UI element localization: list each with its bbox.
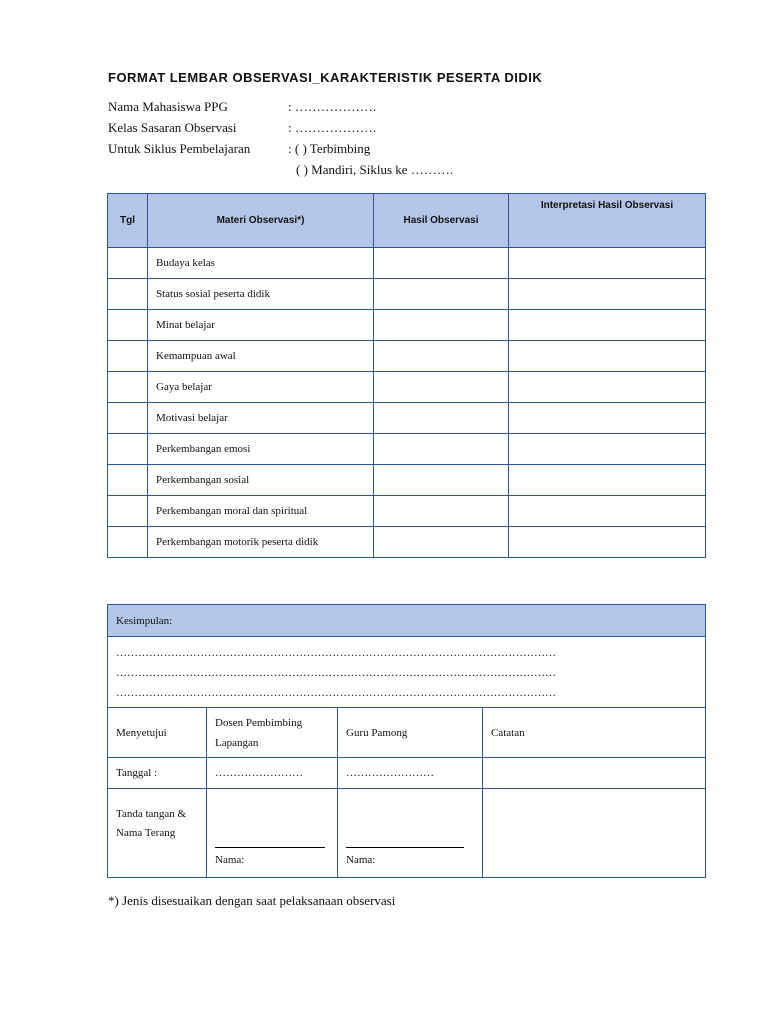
materi-cell: Minat belajar (148, 310, 374, 341)
table-row (108, 372, 706, 403)
cycle-option-independent: ( ) Mandiri, Siklus ke ………. (296, 162, 454, 177)
materi-cell: Status sosial peserta didik (148, 279, 374, 310)
hasil-cell[interactable] (374, 465, 509, 496)
hasil-cell[interactable] (374, 496, 509, 527)
tgl-cell[interactable] (108, 341, 148, 372)
header-tgl: Tgl (108, 194, 148, 248)
header-interpretasi: Interpretasi Hasil Observasi (509, 194, 706, 248)
guru-date-field[interactable]: …………………… (338, 758, 483, 789)
guru-signature-cell[interactable] (338, 789, 483, 878)
student-name-row (108, 99, 376, 115)
guru-name-label: Nama: (346, 847, 464, 866)
signature-label-cell (108, 789, 207, 878)
target-class-label: Kelas Sasaran Observasi (108, 120, 237, 135)
notes-field[interactable] (483, 789, 706, 878)
interpretasi-cell[interactable] (509, 496, 706, 527)
materi-cell: Perkembangan motorik peserta didik (148, 527, 374, 558)
conclusion-input-area[interactable] (108, 637, 706, 708)
interpretasi-cell[interactable] (509, 403, 706, 434)
tgl-cell[interactable] (108, 434, 148, 465)
materi-cell: Motivasi belajar (148, 403, 374, 434)
materi-cell: Perkembangan sosial (148, 465, 374, 496)
interpretasi-cell[interactable] (509, 372, 706, 403)
date-label: Tanggal : (108, 758, 207, 789)
tgl-cell[interactable] (108, 310, 148, 341)
interpretasi-cell[interactable] (509, 434, 706, 465)
dosen-date-field[interactable]: …………………… (207, 758, 338, 789)
header-materi: Materi Observasi*) (148, 194, 374, 248)
guru-label: Guru Pamong (338, 708, 483, 758)
table-row (108, 527, 706, 558)
signature-label: Tanda tangan & Nama Terang (116, 808, 187, 839)
interpretasi-cell[interactable] (509, 310, 706, 341)
hasil-cell[interactable] (374, 248, 509, 279)
materi-cell: Perkembangan emosi (148, 434, 374, 465)
table-row (108, 279, 706, 310)
student-name-label: Nama Mahasiswa PPG (108, 99, 228, 114)
tgl-cell[interactable] (108, 527, 148, 558)
table-row (108, 341, 706, 372)
dosen-label: Dosen Pembimbing Lapangan (207, 708, 338, 758)
conclusion-table (107, 604, 706, 878)
tgl-cell[interactable] (108, 372, 148, 403)
table-row (108, 465, 706, 496)
interpretasi-cell[interactable] (509, 465, 706, 496)
page-title: FORMAT LEMBAR OBSERVASI_KARAKTERISTIK PESERTA DIDIK (108, 70, 543, 85)
observation-table (107, 193, 706, 558)
conclusion-dotted-line: ………………………………………………………………………………………………………… (116, 687, 556, 699)
notes-label: Catatan (483, 708, 706, 758)
materi-cell: Perkembangan moral dan spiritual (148, 496, 374, 527)
hasil-cell[interactable] (374, 310, 509, 341)
tgl-cell[interactable] (108, 403, 148, 434)
student-name-value: : ………………. (288, 99, 377, 114)
tgl-cell[interactable] (108, 248, 148, 279)
materi-cell: Budaya kelas (148, 248, 374, 279)
learning-cycle-label: Untuk Siklus Pembelajaran (108, 141, 251, 156)
observation-table-header (108, 194, 706, 248)
interpretasi-cell[interactable] (509, 341, 706, 372)
dosen-signature-cell[interactable] (207, 789, 338, 878)
table-row (108, 248, 706, 279)
table-row (108, 496, 706, 527)
tgl-cell[interactable] (108, 496, 148, 527)
hasil-cell[interactable] (374, 372, 509, 403)
hasil-cell[interactable] (374, 403, 509, 434)
target-class-row (108, 120, 376, 136)
target-class-value: : ………………. (288, 120, 377, 135)
approve-label: Menyetujui (108, 708, 207, 758)
table-row (108, 403, 706, 434)
table-row (108, 310, 706, 341)
materi-cell: Gaya belajar (148, 372, 374, 403)
header-hasil: Hasil Observasi (374, 194, 509, 248)
table-row (108, 434, 706, 465)
interpretasi-cell[interactable] (509, 248, 706, 279)
conclusion-label: Kesimpulan: (108, 605, 706, 637)
interpretasi-cell[interactable] (509, 527, 706, 558)
hasil-cell[interactable] (374, 279, 509, 310)
hasil-cell[interactable] (374, 527, 509, 558)
tgl-cell[interactable] (108, 279, 148, 310)
materi-cell: Kemampuan awal (148, 341, 374, 372)
hasil-cell[interactable] (374, 341, 509, 372)
footnote: *) Jenis disesuaikan dengan saat pelaksanaan observasi (108, 893, 396, 908)
hasil-cell[interactable] (374, 434, 509, 465)
notes-date-cell[interactable] (483, 758, 706, 789)
cycle-option-guided: : ( ) Terbimbing (288, 141, 371, 156)
conclusion-dotted-line: ………………………………………………………………………………………………………… (116, 667, 556, 679)
dosen-name-label: Nama: (215, 847, 325, 866)
tgl-cell[interactable] (108, 465, 148, 496)
conclusion-dotted-line: ………………………………………………………………………………………………………… (116, 647, 556, 659)
interpretasi-cell[interactable] (509, 279, 706, 310)
learning-cycle-row (108, 141, 370, 157)
